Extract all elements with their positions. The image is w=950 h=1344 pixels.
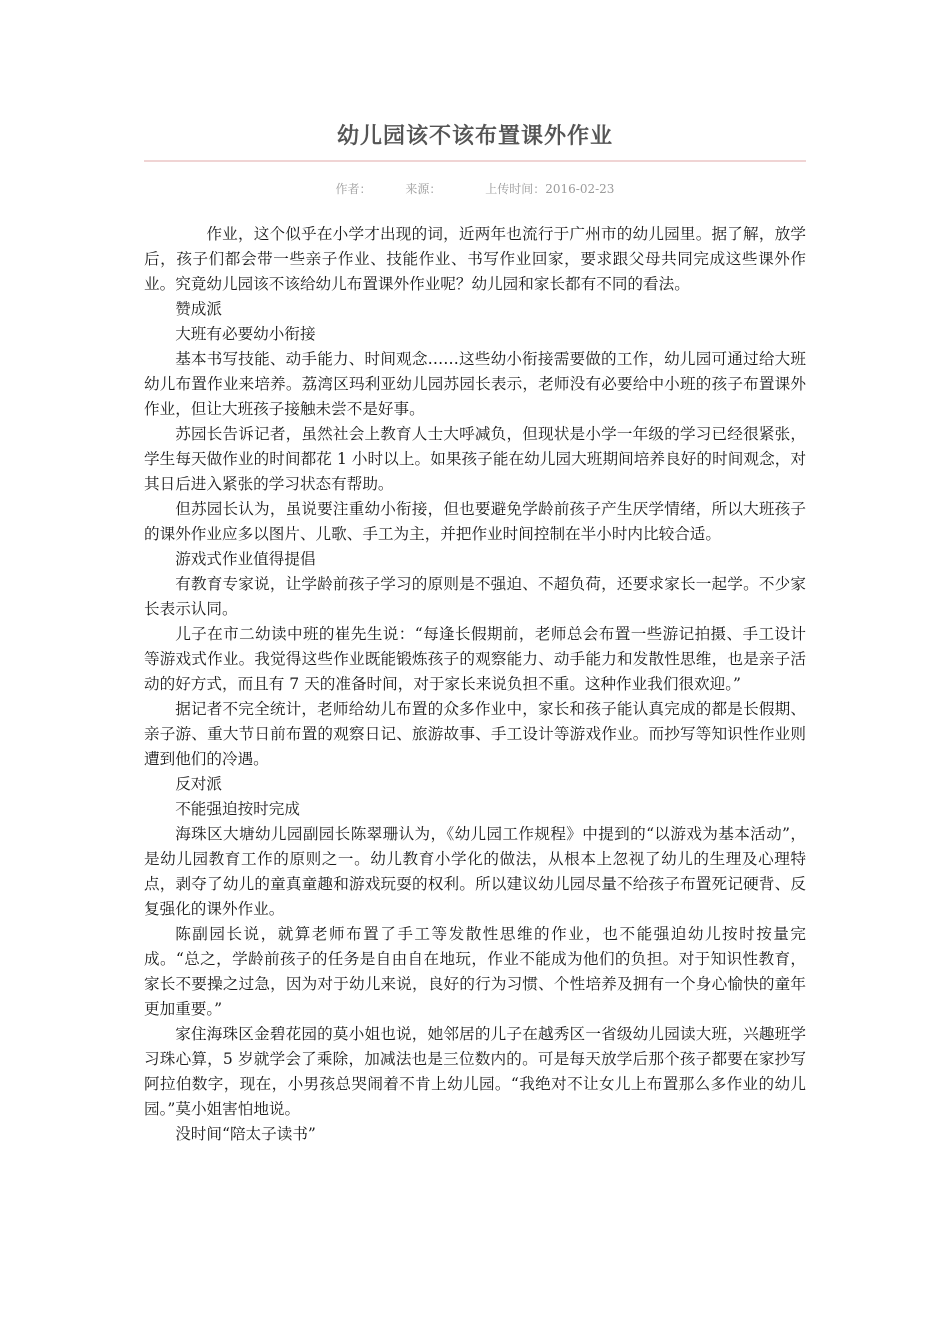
subheading-no-time: 没时间“陪太子读书” bbox=[175, 1125, 316, 1143]
paragraph: 但苏园长认为，虽说要注重幼小衔接，但也要避免学龄前孩子产生厌学情绪，所以大班孩子的课外作业应多以图片、儿歌、手工为主，并把作业时间控制在半小时内比较合适。 bbox=[144, 500, 806, 543]
article-page bbox=[144, 0, 806, 1147]
upload-time-value: 2016-02-23 bbox=[545, 182, 615, 196]
paragraph: 陈副园长说，就算老师布置了手工等发散性思维的作业，也不能强迫幼儿按时按量完成。“总之，学龄前孩子的任务是自由自在地玩，作业不能成为他们的负担。对于知识性教育，家长不要操之过急，因为对于幼儿来说，良好的行为习惯、个性培养及拥有一个身心愉快的童年更加重要。” bbox=[144, 925, 806, 1018]
paragraph: 苏园长告诉记者，虽然社会上教育人士大呼减负，但现状是小学一年级的学习已经很紧张，学生每天做作业的时间都花 1 小时以上。如果孩子能在幼儿园大班期间培养良好的时间观念，对其日后进入紧张的学习状态有帮助。 bbox=[144, 425, 806, 493]
subheading-transition: 大班有必要幼小衔接 bbox=[175, 325, 316, 343]
paragraph: 基本书写技能、动手能力、时间观念……这些幼小衔接需要做的工作，幼儿园可通过给大班幼儿布置作业来培养。荔湾区玛利亚幼儿园苏园长表示，老师没有必要给中小班的孩子布置课外作业，但让大班孩子接触未尝不是好事。 bbox=[144, 350, 806, 418]
article-body bbox=[144, 222, 806, 1147]
paragraph: 据记者不完全统计，老师给幼儿布置的众多作业中，家长和孩子能认真完成的都是长假期、亲子游、重大节日前布置的观察日记、旅游故事、手工设计等游戏作业。而抄写等知识性作业则遭到他们的冷遇。 bbox=[144, 700, 806, 768]
article-title: 幼儿园该不该布置课外作业 bbox=[336, 124, 613, 149]
subheading-game-homework: 游戏式作业值得提倡 bbox=[175, 550, 316, 568]
title-divider bbox=[144, 160, 806, 162]
paragraph: 儿子在市二幼读中班的崔先生说：“每逢长假期前，老师总会布置一些游记拍摄、手工设计等游戏式作业。我觉得这些作业既能锻炼孩子的观察能力、动手能力和发散性思维，也是亲子活动的好方式，而且有 7 天的准备时间，对于家长来说负担不重。这种作业我们很欢迎。” bbox=[144, 625, 806, 693]
source-label: 来源： bbox=[405, 182, 442, 196]
subheading-no-forcing: 不能强迫按时完成 bbox=[175, 800, 300, 818]
paragraph: 海珠区大塘幼儿园副园长陈翠珊认为，《幼儿园工作规程》中提到的“以游戏为基本活动”，是幼儿园教育工作的原则之一。幼儿教育小学化的做法，从根本上忽视了幼儿的生理及心理特点，剥夺了幼儿的童真童趣和游戏玩耍的权利。所以建议幼儿园尽量不给孩子布置死记硬背、反复强化的课外作业。 bbox=[144, 825, 806, 918]
upload-time-label: 上传时间： bbox=[485, 182, 546, 196]
paragraph: 家住海珠区金碧花园的莫小姐也说，她邻居的儿子在越秀区一省级幼儿园读大班，兴趣班学习珠心算，5 岁就学会了乘除，加减法也是三位数内的。可是每天放学后那个孩子都要在家抄写阿拉伯数字，现在，小男孩总哭闹着不肯上幼儿园。“我绝对不让女儿上布置那么多作业的幼儿园。”莫小姐害怕地说。 bbox=[144, 1025, 806, 1118]
article-meta bbox=[144, 180, 806, 198]
section-heading-pro: 赞成派 bbox=[175, 300, 222, 318]
paragraph-intro: 作业，这个似乎在小学才出现的词，近两年也流行于广州市的幼儿园里。据了解，放学后，孩子们都会带一些亲子作业、技能作业、书写作业回家，要求跟父母共同完成这些课外作业。究竟幼儿园该不该给幼儿布置课外作业呢？幼儿园和家长都有不同的看法。 bbox=[144, 225, 806, 293]
author-label: 作者： bbox=[335, 182, 372, 196]
paragraph: 有教育专家说，让学龄前孩子学习的原则是不强迫、不超负荷，还要求家长一起学。不少家长表示认同。 bbox=[144, 575, 806, 618]
section-heading-con: 反对派 bbox=[175, 775, 222, 793]
